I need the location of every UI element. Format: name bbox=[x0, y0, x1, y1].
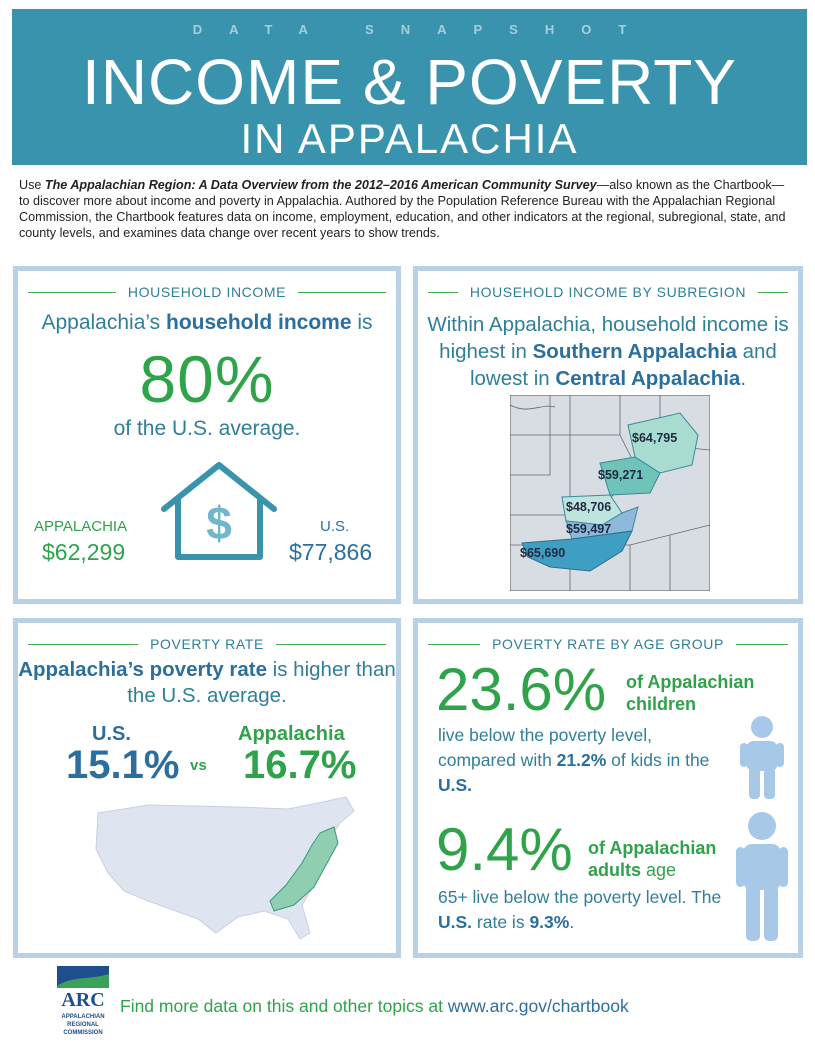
intro-paragraph: Use The Appalachian Region: A Data Overview from the 2012–2016 American Community Survey—also known as the Chartbook—to discover more about income and poverty in Appalachia. Authored by the Population Reference Bureau with the Appalachian Regional Commission, the Chartbook features data on income, employment, education, and other indicators at the regional, subregional, state, and county levels, and examines data change over recent years to show trends. bbox=[19, 178, 786, 240]
adults-body: 65+ live below the poverty level. The U.S. rate is 9.3%. bbox=[438, 887, 722, 932]
us-map bbox=[88, 793, 368, 943]
card-heading bbox=[428, 284, 788, 302]
income-percent: 80% bbox=[139, 342, 275, 416]
svg-text:COMMISSION: COMMISSION bbox=[63, 1030, 103, 1036]
children-poverty-value: 23.6% bbox=[436, 656, 607, 723]
card-heading bbox=[28, 284, 386, 302]
us-income-label: U.S. bbox=[320, 518, 350, 535]
poverty-rate-lead: Appalachia’s poverty rate is higher than the U.S. average. bbox=[18, 658, 396, 707]
adults-poverty-value: 9.4% bbox=[436, 816, 573, 883]
appalachia-poverty-value: 16.7% bbox=[243, 743, 357, 787]
household-income-lead: Appalachia’s household income is bbox=[41, 311, 373, 334]
appalachia-poverty-label: Appalachia bbox=[238, 723, 345, 745]
adults-side-label: of Appalachian adults age bbox=[588, 838, 717, 880]
children-body: live below the poverty level, compared with 21.2% of kids in the U.S. bbox=[438, 725, 710, 795]
income-sub: of the U.S. average. bbox=[113, 417, 301, 440]
household-income-heading: HOUSEHOLD INCOME bbox=[116, 284, 298, 300]
southern-value: $65,690 bbox=[520, 546, 566, 560]
appalachia-income-value: $62,299 bbox=[42, 539, 126, 565]
us-income-value: $77,866 bbox=[289, 539, 373, 565]
svg-text:APPALACHIAN: APPALACHIAN bbox=[61, 1014, 105, 1020]
chartbook-link[interactable]: www.arc.gov/chartbook bbox=[447, 996, 629, 1016]
north-central-value: $59,271 bbox=[598, 468, 644, 482]
eyebrow: DATA SNAPSHOT bbox=[192, 22, 654, 37]
subregion-heading: HOUSEHOLD INCOME BY SUBREGION bbox=[458, 284, 758, 300]
us-poverty-value: 15.1% bbox=[66, 743, 180, 787]
card-heading bbox=[28, 636, 386, 654]
page-title: INCOME & POVERTY bbox=[82, 46, 737, 118]
adult-icon bbox=[736, 811, 788, 941]
svg-text:REGIONAL: REGIONAL bbox=[67, 1022, 99, 1028]
svg-text:$: $ bbox=[206, 497, 232, 549]
subregion-card bbox=[413, 266, 803, 604]
header-banner bbox=[12, 9, 807, 165]
house-dollar-icon bbox=[156, 459, 282, 563]
age-group-card bbox=[413, 618, 803, 958]
poverty-rate-heading: POVERTY RATE bbox=[138, 636, 276, 652]
south-central-value: $59,497 bbox=[566, 522, 612, 536]
subregion-map bbox=[510, 395, 710, 591]
age-group-heading: POVERTY RATE BY AGE GROUP bbox=[480, 636, 736, 652]
footer-text: Find more data on this and other topics at www.arc.gov/chartbook bbox=[120, 996, 629, 1016]
vs-label: vs bbox=[190, 757, 207, 774]
children-side-label: of Appalachian children bbox=[626, 672, 755, 714]
chartbook-title: The Appalachian Region: A Data Overview from the 2012–2016 American Community Survey bbox=[44, 178, 597, 192]
poverty-rate-card bbox=[13, 618, 401, 958]
page-subtitle: IN APPALACHIA bbox=[240, 115, 579, 162]
household-income-card bbox=[13, 266, 401, 604]
card-heading bbox=[428, 636, 788, 654]
arc-logo bbox=[57, 966, 109, 1038]
child-icon bbox=[740, 715, 784, 799]
us-poverty-label: U.S. bbox=[92, 723, 131, 745]
appalachia-income-label: APPALACHIA bbox=[34, 518, 128, 535]
northern-value: $64,795 bbox=[632, 431, 678, 445]
central-value: $48,706 bbox=[566, 500, 612, 514]
subregion-lead: Within Appalachia, household income is highest in Southern Appalachia and lowest in Central Appalachia. bbox=[427, 313, 789, 390]
svg-text:ARC: ARC bbox=[61, 989, 105, 1011]
